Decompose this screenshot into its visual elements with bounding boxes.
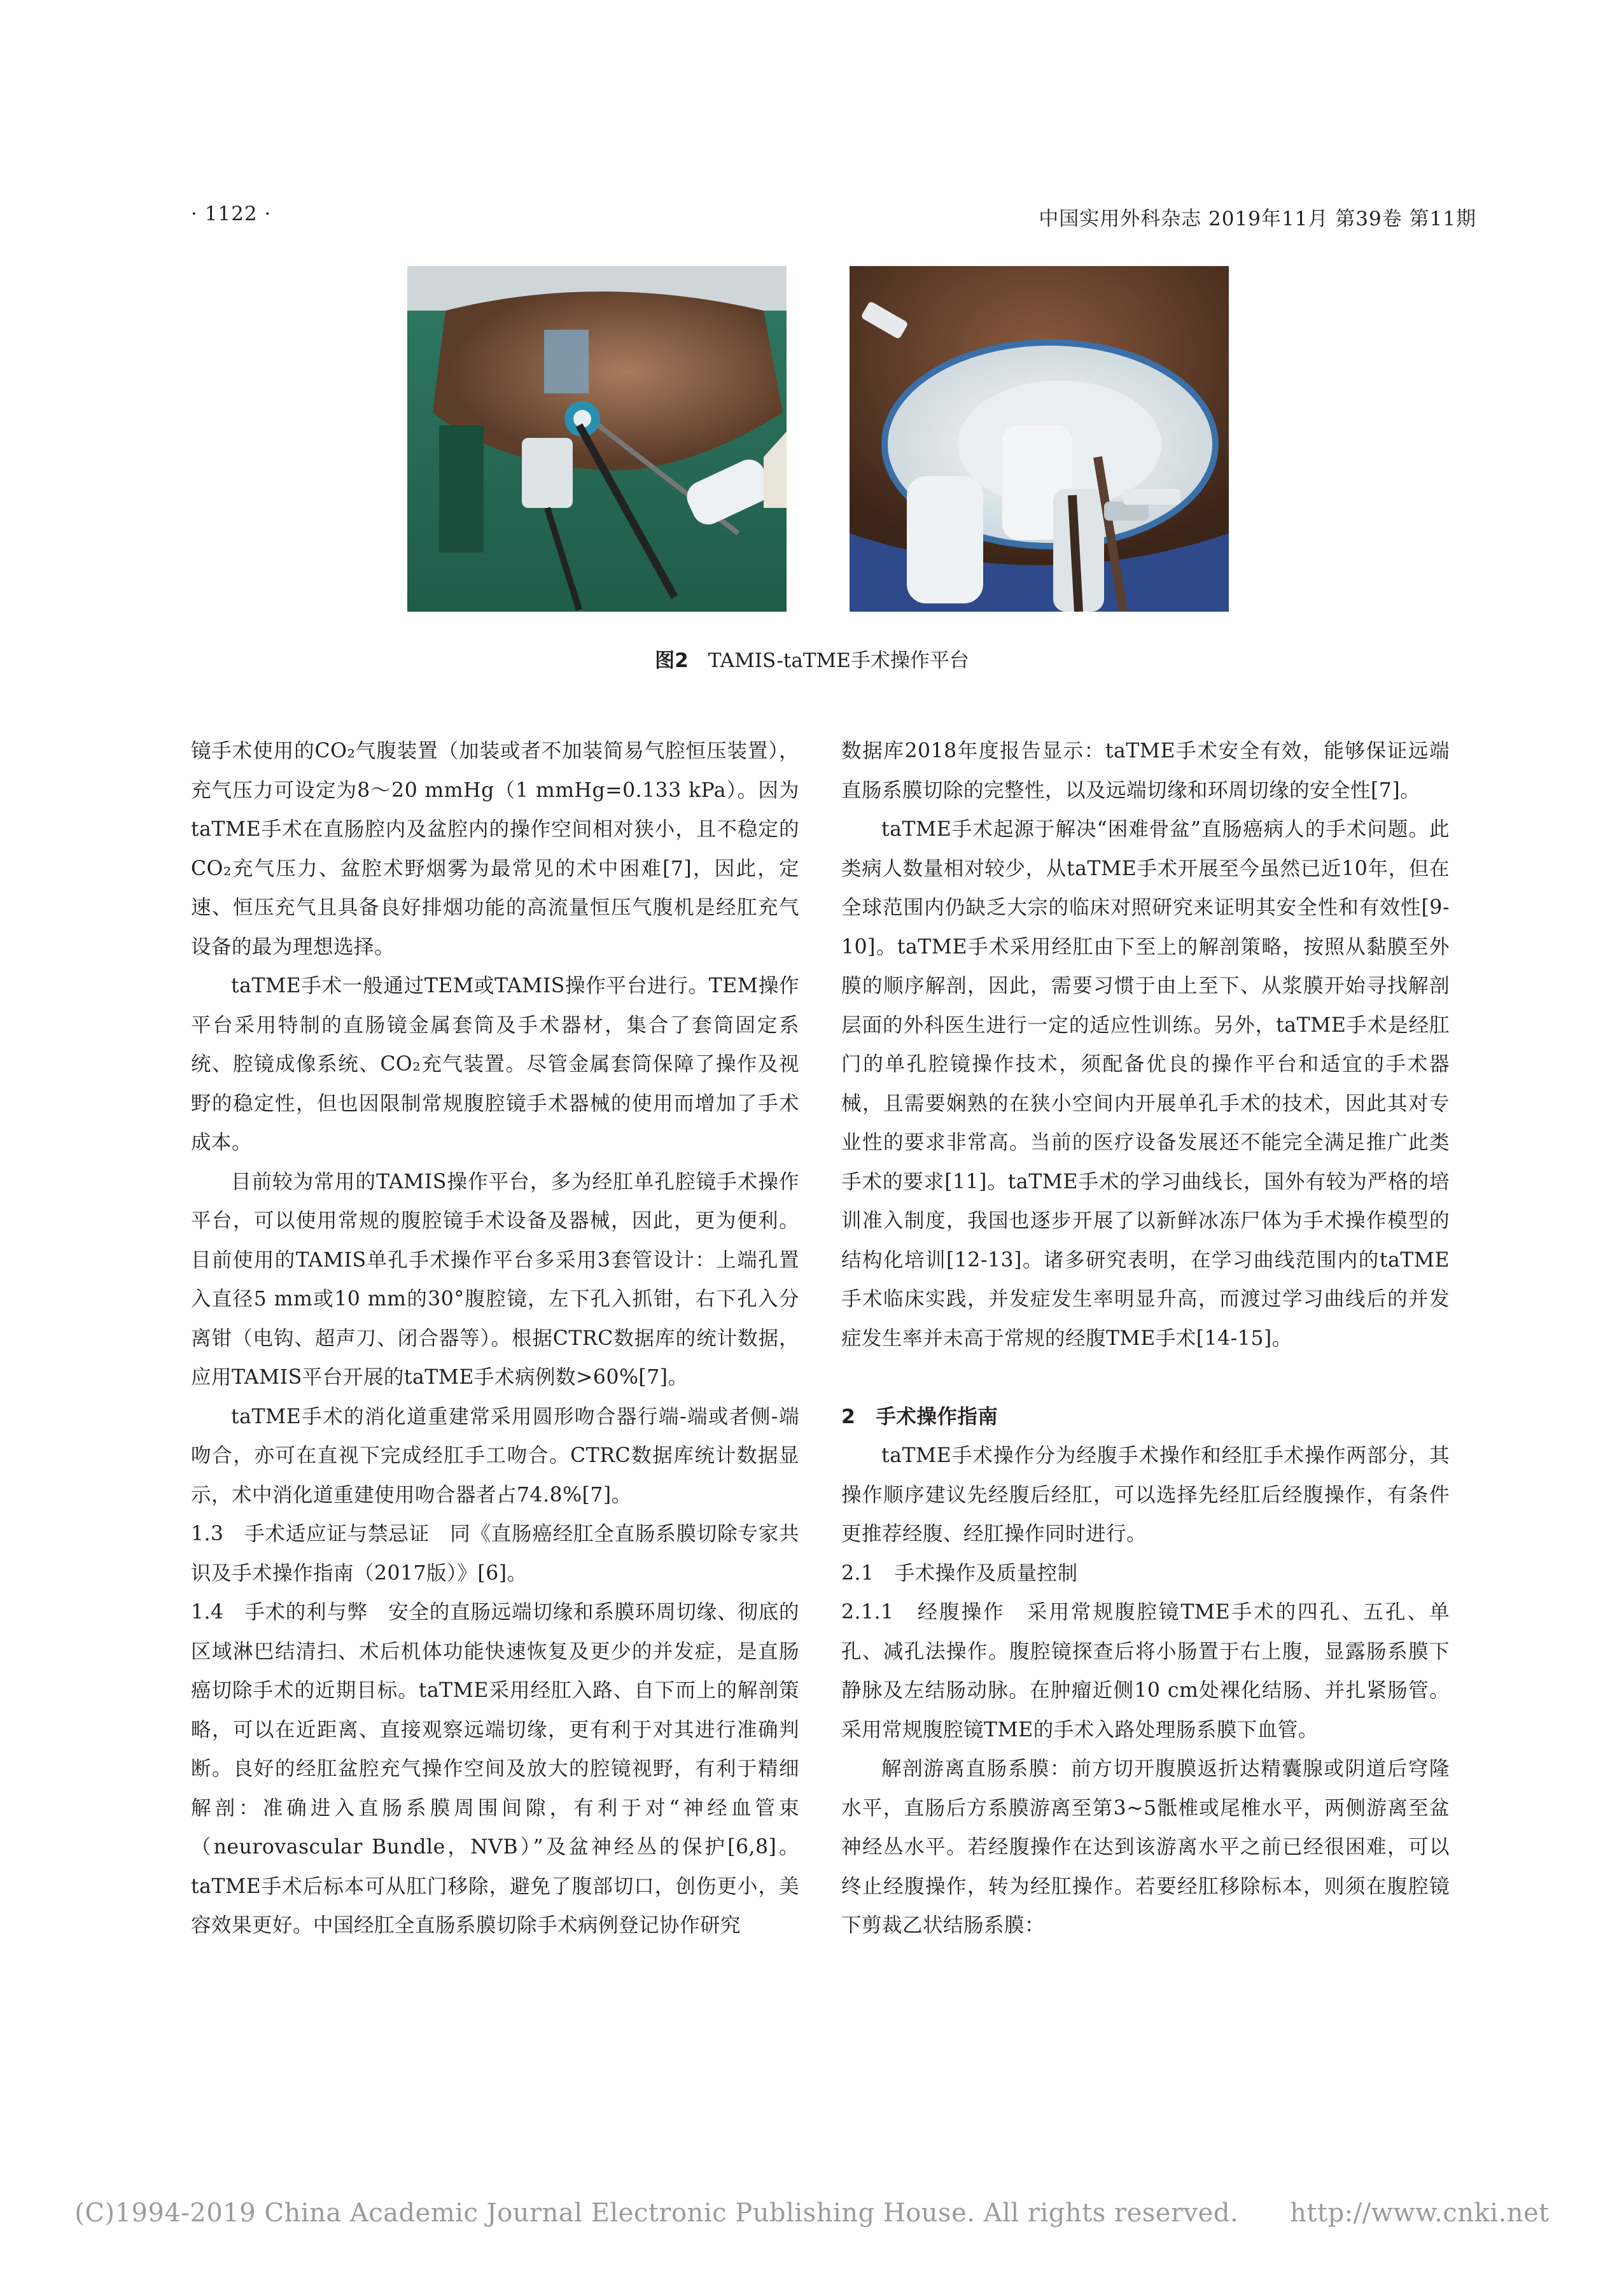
right-column [841,732,1450,1946]
right-paragraph-4: 2.1.1 经腹操作 采用常规腹腔镜TME手术的四孔、五孔、单孔、减孔法操作。腹腔镜探查后将小肠置于右上腹，显露肠系膜下静脉及左结肠动脉。在肿瘤近侧10 cm处裸化结肠、并扎紧肠管。采用常规腹腔镜TME的手术入路处理肠系膜下血管。 [841,1601,1450,1741]
copyright-footer: (C)1994-2019 China Academic Journal Electronic Publishing House. All rights reserved. http://www.cnki.net [74,2198,1550,2228]
right-paragraph-3: taTME手术操作分为经腹手术操作和经肛手术操作两部分，其操作顺序建议先经腹后经肛，可以选择先经肛后经腹操作，有条件更推荐经腹、经肛操作同时进行。 [841,1444,1450,1545]
left-column [191,732,799,1946]
figure-photo-right [850,266,1229,612]
left-section-1-3: 1.3 手术适应证与禁忌证 同《直肠癌经肛全直肠系膜切除专家共识及手术操作指南（2017版）》[6]。 [191,1522,799,1585]
figure-caption [0,644,1624,673]
section-heading-2: 2 手术操作指南 [841,1405,998,1428]
figure-title: TAMIS-taTME手术操作平台 [708,649,969,672]
subsection-heading-2-1: 2.1 手术操作及质量控制 [841,1561,1078,1585]
left-paragraph-2: taTME手术一般通过TEM或TAMIS操作平台进行。TEM操作平台采用特制的直肠镜金属套筒及手术器材，集合了套筒固定系统、腔镜成像系统、CO₂充气装置。尽管金属套筒保障了操作及视野的稳定性，但也因限制常规腹腔镜手术器械的使用而增加了手术成本。 [191,974,799,1154]
right-paragraph-2: taTME手术起源于解决“困难骨盆”直肠癌病人的手术问题。此类病人数量相对较少，从taTME手术开展至今虽然已近10年，但在全球范围内仍缺乏大宗的临床对照研究来证明其安全性和有效性[9-10]。taTME手术采用经肛由下至上的解剖策略，按照从黏膜至外膜的顺序解剖，因此，需要习惯于由上至下、从浆膜开始寻找解剖层面的外科医生进行一定的适应性训练。另外，taTME手术是经肛门的单孔腔镜操作技术，须配备优良的操作平台和适宜的手术器械，且需要娴熟的在狭小空间内开展单孔手术的技术，因此其对专业性的要求非常高。当前的医疗设备发展还不能完全满足推广此类手术的要求[11]。taTME手术的学习曲线长，国外有较为严格的培训准入制度，我国也逐步开展了以新鲜冰冻尸体为手术操作模型的结构化培训[12-13]。诸多研究表明，在学习曲线范围内的taTME手术临床实践，并发症发生率明显升高，而渡过学习曲线后的并发症发生率并未高于常规的经腹TME手术[14-15]。 [841,818,1450,1350]
figure-label: 图2 [655,649,689,672]
left-paragraph-4: taTME手术的消化道重建常采用圆形吻合器行端-端或者侧-端吻合，亦可在直视下完成经肛手工吻合。CTRC数据库统计数据显示，术中消化道重建使用吻合器者占74.8%[7]。 [191,1405,799,1507]
right-paragraph-1: 数据库2018年度报告显示：taTME手术安全有效，能够保证远端直肠系膜切除的完整性，以及远端切缘和环周切缘的安全性[7]。 [841,740,1450,802]
journal-header: 中国实用外科杂志 2019年11月 第39卷 第11期 [1039,207,1476,230]
left-paragraph-3: 目前较为常用的TAMIS操作平台，多为经肛单孔腔镜手术操作平台，可以使用常规的腹腔镜手术设备及器械，因此，更为便利。目前使用的TAMIS单孔手术操作平台多采用3套管设计：上端孔置入直径5 mm或10 mm的30°腹腔镜，左下孔入抓钳，右下孔入分离钳（电钩、超声刀、闭合器等）。根据CTRC数据库的统计数据，应用TAMIS平台开展的taTME手术病例数>60%[7]。 [191,1170,799,1389]
page-number: · 1122 · [191,202,272,225]
left-section-1-4: 1.4 手术的利与弊 安全的直肠远端切缘和系膜环周切缘、彻底的区域淋巴结清扫、术后机体功能快速恢复及更少的并发症，是直肠癌切除手术的近期目标。taTME采用经肛入路、自下而上的解剖策略，可以在近距离、直接观察远端切缘，更有利于对其进行准确判断。良好的经肛盆腔充气操作空间及放大的腔镜视野，有利于精细解剖：准确进入直肠系膜周围间隙，有利于对“神经血管束（neurovascular Bundle，NVB）”及盆神经丛的保护[6,8]。taTME手术后标本可从肛门移除，避免了腹部切口，创伤更小，美容效果更好。中国经肛全直肠系膜切除手术病例登记协作研究 [191,1601,799,1937]
figure-photo-left [407,266,787,612]
right-paragraph-5: 解剖游离直肠系膜：前方切开腹膜返折达精囊腺或阴道后穹隆水平，直肠后方系膜游离至第3~5骶椎或尾椎水平，两侧游离至盆神经丛水平。若经腹操作在达到该游离水平之前已经很困难，可以终止经腹操作，转为经肛操作。若要经肛移除标本，则须在腹腔镜下剪裁乙状结肠系膜： [841,1757,1450,1937]
left-paragraph-1: 镜手术使用的CO₂气腹装置（加装或者不加装简易气腔恒压装置），充气压力可设定为8～20 mmHg（1 mmHg=0.133 kPa）。因为taTME手术在直肠腔内及盆腔内的操作空间相对狭小，且不稳定的CO₂充气压力、盆腔术野烟雾为最常见的术中困难[7]，因此，定速、恒压充气且具备良好排烟功能的高流量恒压气腹机是经肛充气设备的最为理想选择。 [191,740,799,959]
